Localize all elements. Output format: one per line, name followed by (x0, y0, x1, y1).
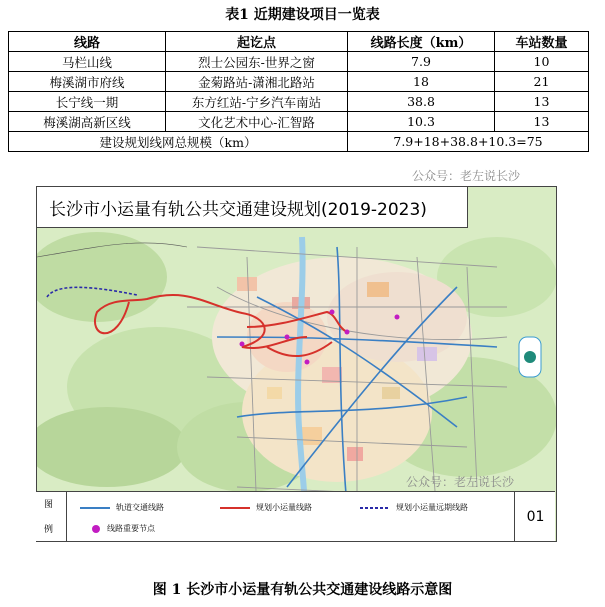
cell-line: 梅溪湖市府线 (9, 72, 166, 92)
legend-item-planned-tram (220, 502, 312, 513)
cell-endpoints: 文化艺术中心-汇智路 (166, 112, 348, 132)
map-title: 长沙市小运量有轨公共交通建设规划(2019-2023) (49, 200, 427, 220)
cell-line: 梅溪湖高新区线 (9, 112, 166, 132)
legend-label: 规划小运量线路 (256, 503, 312, 512)
cell-length: 7.9 (348, 52, 495, 72)
watermark-bottom: 公众号：老左说长沙 (406, 475, 515, 489)
cell-stations: 13 (495, 92, 589, 112)
cell-stations: 10 (495, 52, 589, 72)
legend-label: 轨道交通线路 (116, 503, 164, 512)
watermark-top: 公众号：老左说长沙 (412, 169, 521, 183)
airport-icon (524, 351, 536, 363)
figure-number: 01 (514, 492, 556, 541)
tram-line-swatch (220, 505, 250, 511)
legend-header-bottom: 例 (44, 525, 54, 535)
cell-length: 18 (348, 72, 495, 92)
dashed-line-swatch (360, 505, 390, 511)
cell-length: 38.8 (348, 92, 495, 112)
header-line: 线路 (9, 32, 166, 52)
table-row (9, 52, 589, 72)
header-length: 线路长度（km） (348, 32, 495, 52)
node-dot-icon (91, 524, 101, 534)
cell-line: 长宁线一期 (9, 92, 166, 112)
cell-endpoints: 金菊路站-潇湘北路站 (166, 72, 348, 92)
table-title: 表1 近期建设项目一览表 (225, 7, 380, 23)
legend-header-top: 图 (44, 500, 54, 510)
table-row (9, 112, 589, 132)
table-row (9, 72, 589, 92)
legend-label: 规划小运量远期线路 (396, 503, 468, 512)
legend-item-long-term (360, 502, 468, 513)
cell-line: 马栏山线 (9, 52, 166, 72)
table-row (9, 92, 589, 112)
header-stations: 车站数量 (495, 32, 589, 52)
map-legend (36, 491, 555, 541)
metro-line-swatch (80, 505, 110, 511)
total-value: 7.9+18+38.8+10.3=75 (348, 132, 589, 152)
cell-stations: 21 (495, 72, 589, 92)
legend-header (36, 492, 67, 541)
figure-caption: 图 1 长沙市小运量有轨公共交通建设线路示意图 (152, 582, 453, 598)
header-endpoints: 起讫点 (166, 32, 348, 52)
legend-item-metro (80, 502, 164, 513)
cell-endpoints: 烈士公园东-世界之窗 (166, 52, 348, 72)
map-title-box (37, 187, 468, 228)
cell-length: 10.3 (348, 112, 495, 132)
table-total-row (9, 132, 589, 152)
cell-endpoints: 东方红站-宁乡汽车南站 (166, 92, 348, 112)
cell-stations: 13 (495, 112, 589, 132)
table-header-row (9, 32, 589, 52)
legend-item-key-node (91, 523, 155, 534)
legend-label: 线路重要节点 (107, 524, 155, 533)
total-label: 建设规划线网总规模（km） (9, 132, 348, 152)
project-table (8, 31, 589, 152)
